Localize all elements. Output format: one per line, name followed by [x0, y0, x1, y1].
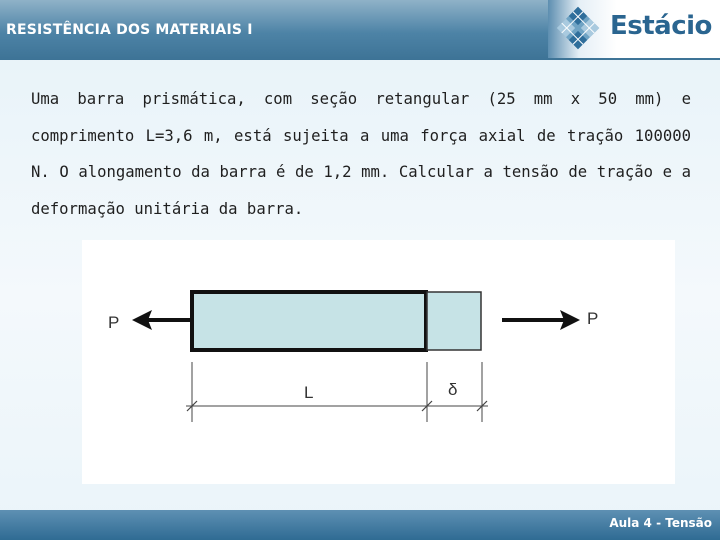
elongation-segment: [427, 292, 481, 350]
lesson-label: Aula 4 - Tensão: [609, 516, 712, 530]
brand-logo-text: Estácio: [610, 11, 712, 41]
estacio-logo-icon: [554, 4, 602, 52]
problem-statement: Uma barra prismática, com seção retangular (25 mm x 50 mm) e comprimento L=3,6 m, está sujeita a uma força axial de tração 100000 N. O alongamento da barra é de 1,2 mm. Calcular a tensão de tração e a deformação unitária da barra.: [31, 90, 691, 218]
elongation-label: δ: [448, 380, 458, 399]
course-title: RESISTÊNCIA DOS MATERIAIS I: [6, 22, 253, 38]
force-label-right: P: [587, 309, 599, 328]
bar-diagram-svg: [82, 240, 675, 484]
bar-body: [192, 292, 426, 350]
length-label: L: [304, 383, 314, 402]
force-label-left: P: [108, 313, 120, 332]
bar-diagram: [82, 240, 675, 484]
footer-bar: [0, 510, 720, 540]
